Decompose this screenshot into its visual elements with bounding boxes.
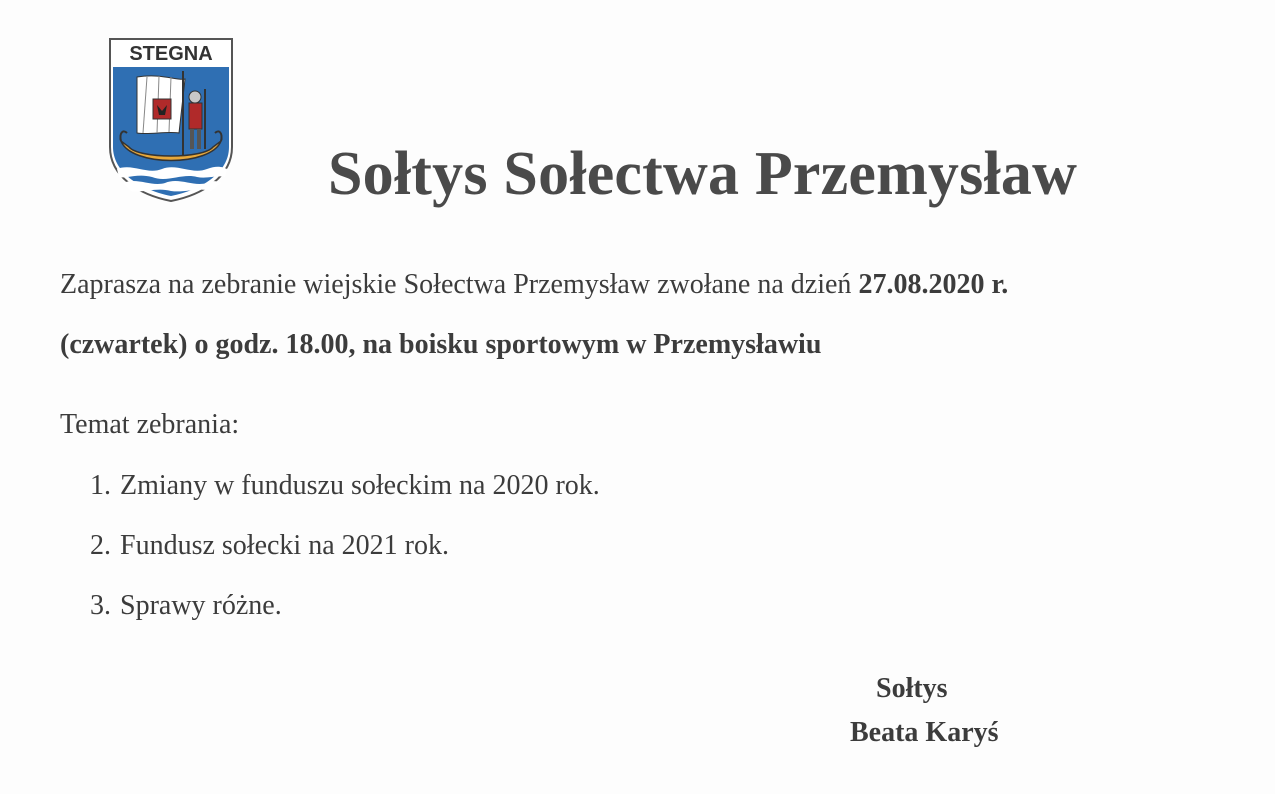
page-title: Sołtys Sołectwa Przemysław bbox=[328, 140, 1078, 208]
agenda-item-text: Zmiany w funduszu sołeckim na 2020 rok. bbox=[120, 470, 600, 501]
meeting-date: 27.08.2020 r. bbox=[858, 269, 1009, 300]
agenda-title: Temat zebrania: bbox=[60, 409, 240, 440]
agenda-item bbox=[90, 589, 600, 649]
signature-role: Sołtys bbox=[876, 673, 948, 704]
agenda-item-text: Fundusz sołecki na 2021 rok. bbox=[120, 530, 449, 561]
invitation-line-1 bbox=[60, 268, 1008, 302]
agenda-item-number: 1. bbox=[90, 470, 111, 501]
agenda-item-number: 2. bbox=[90, 530, 111, 561]
crest-label: STEGNA bbox=[129, 43, 213, 65]
coat-of-arms-icon bbox=[107, 37, 235, 203]
invitation-text: Zaprasza na zebranie wiejskie Sołectwa Przemysław zwołane na dzień bbox=[60, 269, 859, 300]
agenda-item bbox=[90, 529, 600, 589]
signature-name: Beata Karyś bbox=[850, 717, 999, 748]
stegna-coat-of-arms bbox=[107, 37, 235, 203]
agenda-item bbox=[90, 469, 600, 529]
agenda-item-text: Sprawy różne. bbox=[120, 590, 282, 621]
agenda-item-number: 3. bbox=[90, 590, 111, 621]
meeting-details: (czwartek) o godz. 18.00, na boisku sportowym w Przemysławiu bbox=[60, 329, 822, 360]
agenda-list bbox=[90, 469, 600, 649]
